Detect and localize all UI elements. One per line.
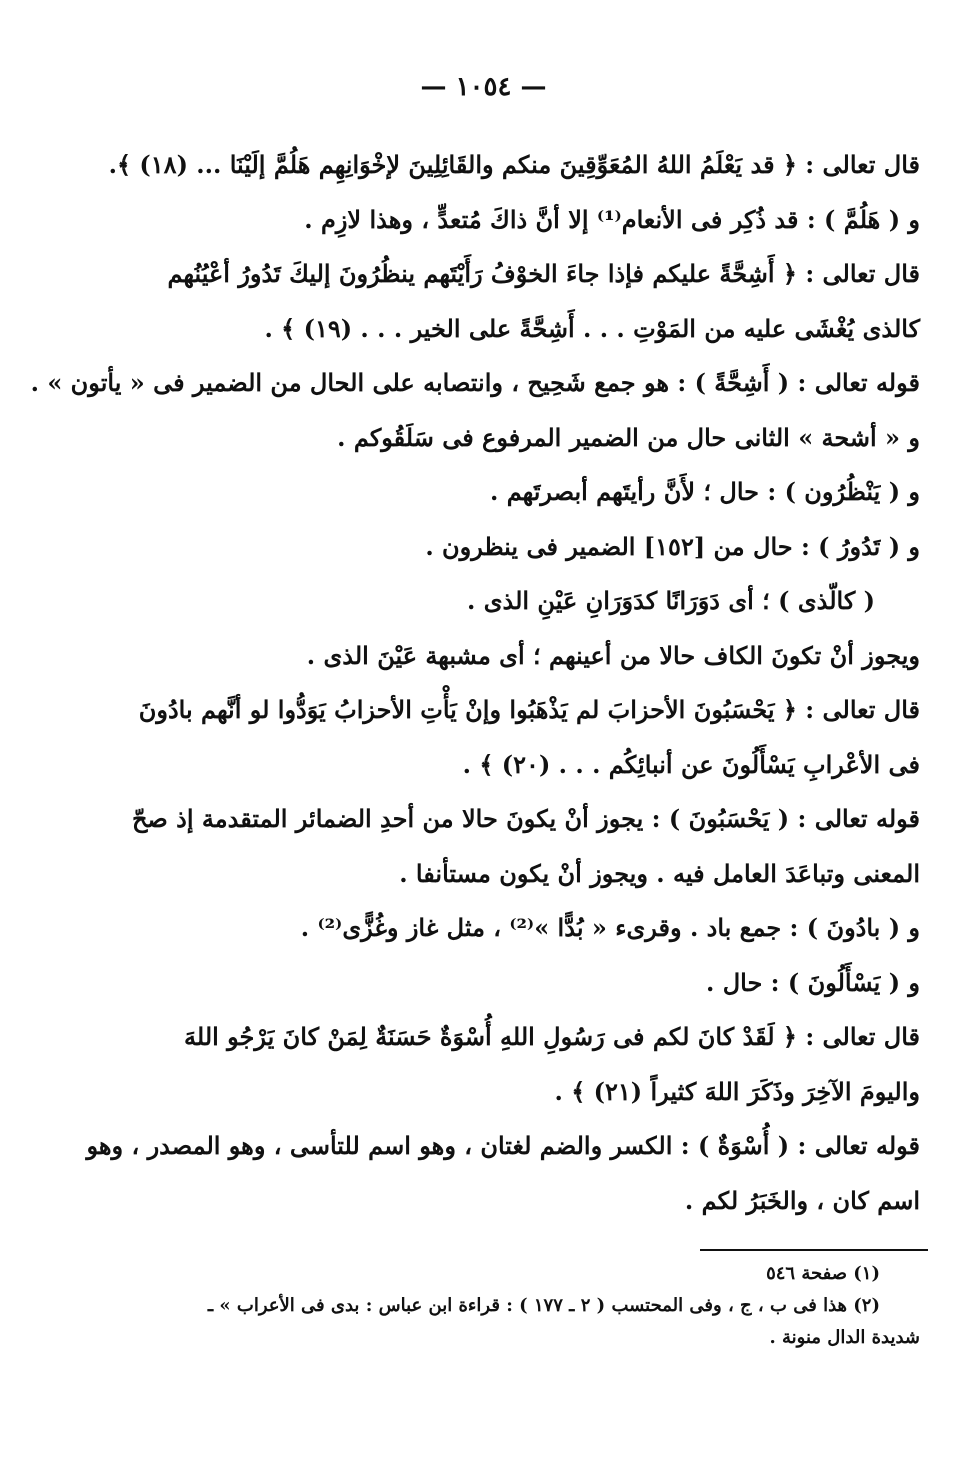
page-number: — ١٠٥٤ —	[420, 72, 547, 102]
text-line: و ( تَدُورُ ) : حال من [١٥٢] الضمير فى ينظرون .	[425, 531, 920, 561]
text-line: ويجوز أنْ تكونَ الكاف حالا من أعينهم ؛ أى مشبهة عَيْنَ الذى .	[306, 640, 920, 670]
text-line: اسم كان ، والخَبَرُ لكم .	[684, 1185, 920, 1215]
text-line: قال تعالى : ﴿ أَشِحَّةً عليكم فإذا جاءَ الخوْفُ رَأَيْتَهم ينظُرُونَ إليكَ تَدُورُ أعْيُنُهم	[167, 259, 920, 288]
text-line: و ( هَلُمَّ ) : قد ذُكِر فى الأنعام⁽¹⁾ إلا أنَّ ذاكَ مُتعدٍّ ، وهذا لازِم .	[304, 204, 920, 234]
footnote-divider	[700, 1249, 928, 1251]
text-line: كالذى يُغْشَى عليه من المَوْتِ . . . أَشِحَّةً على الخير . . . (١٩) ﴾ .	[264, 313, 920, 343]
text-line: واليومَ الآخِرَ وذَكَرَ اللهَ كثيراً (٢١) ﴾ .	[554, 1076, 920, 1106]
text-line: قوله تعالى : ( يَحْسَبُونَ ) : يجوز أنْ يكونَ حالا من أحدِ الضمائر المتقدمة إذ صحّ	[131, 804, 920, 833]
text-line: قال تعالى : ﴿ لَقَدْ كانَ لكم فى رَسُولِ اللهِ أُسْوَةٌ حَسَنَةٌ لِمَنْ كانَ يَرْجُو اللهَ	[184, 1022, 920, 1051]
text-line: و ( يَسْأَلُونَ ) : حال .	[706, 967, 920, 997]
body-text	[30, 138, 920, 1228]
text-line: فى الأعْرابِ يَسْأَلُونَ عن أنبائِكُم . . . (٢٠) ﴾ .	[462, 749, 920, 779]
footnote: (٢) هذا فى ب ، ج ، وفى المحتسب ( ٢ ـ ١٧٧ ) : قراءة ابن عباس : بدى فى الأعراب » ـ	[207, 1295, 880, 1316]
text-line: ( كالّذى ) ؛ أى دَوَرَانًا كدَوَرَانِ عَيْنِ الذى .	[467, 586, 875, 615]
text-line: قال تعالى : ﴿ يَحْسَبُونَ الأحزابَ لم يَذْهَبُوا وإنْ يَأْتِ الأحزابُ يَوَدُّوا لو أنَّهم بادُونَ	[138, 695, 920, 724]
footnote-continuation: شديدة الدال منونة .	[769, 1327, 920, 1348]
text-line: قوله تعالى : ( أُسْوَةٌ ) : الكسر والضم لغتان ، وهو اسم للتأسى ، وهو المصدر ، وهو	[86, 1131, 920, 1160]
text-line: المعنى وتباعَدَ العامل فيه . ويجوز أنْ يكون مستأنفا .	[399, 858, 920, 888]
footnote: (١) صفحة ٥٤٦	[766, 1263, 880, 1284]
text-line: قال تعالى : ﴿ قد يَعْلَمُ اللهُ المُعَوِّقِينَ منكم والقَائِلِينَ لإخْوَانِهِم هَلُمَّ إلَيْنَا ... (١٨) ﴾.	[108, 150, 920, 179]
text-line: و « أشحة » الثانى حال من الضمير المرفوع فى سَلَقُوكم .	[337, 422, 920, 452]
footnotes	[130, 1258, 920, 1354]
text-line: و ( بادُونَ ) : جمع باد . وقرىء « بُدًّا »⁽²⁾ ، مثل غاز وغُزًّى⁽²⁾ .	[300, 913, 920, 942]
text-line: قوله تعالى : ( أَشِحَّةً ) : هو جمع شَحِيح ، وانتصابه على الحال من الضمير فى « يأتون » .	[30, 368, 920, 397]
text-line: و ( يَنْظُرُون ) : حال ؛ لأَنَّ رأيتَهم أبصرتَهم .	[490, 477, 920, 506]
